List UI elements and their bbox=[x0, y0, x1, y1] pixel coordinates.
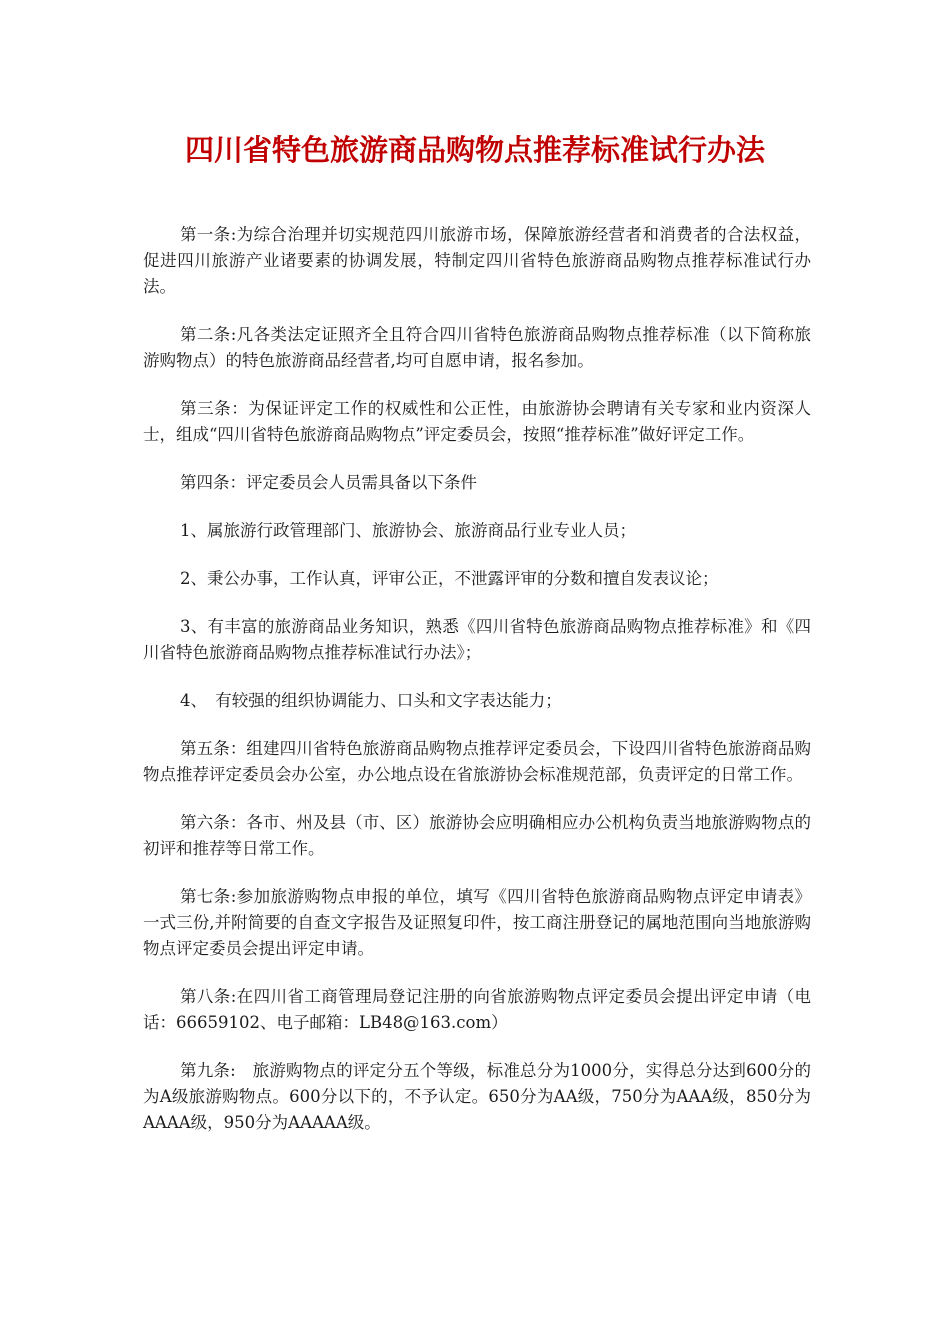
article-2: 第二条:凡各类法定证照齐全且符合四川省特色旅游商品购物点推荐标准（以下简称旅游购物点）的特色旅游商品经营者,均可自愿申请，报名参加。 bbox=[143, 325, 811, 370]
article-6: 第六条：各市、州及县（市、区）旅游协会应明确相应办公机构负责当地旅游购物点的初评和推荐等日常工作。 bbox=[143, 813, 811, 858]
article-8: 第八条:在四川省工商管理局登记注册的向省旅游购物点评定委员会提出评定申请（电话：66659102、电子邮箱：LB48@163.com） bbox=[143, 987, 811, 1032]
article-5: 第五条：组建四川省特色旅游商品购物点推荐评定委员会，下设四川省特色旅游商品购物点推荐评定委员会办公室，办公地点设在省旅游协会标准规范部，负责评定的日常工作。 bbox=[143, 739, 811, 784]
condition-3: 3、有丰富的旅游商品业务知识，熟悉《四川省特色旅游商品购物点推荐标准》和《四川省特色旅游商品购物点推荐标准试行办法》； bbox=[143, 617, 811, 662]
article-3: 第三条：为保证评定工作的权威性和公正性，由旅游协会聘请有关专家和业内资深人士，组成“四川省特色旅游商品购物点”评定委员会，按照“推荐标准”做好评定工作。 bbox=[143, 399, 811, 444]
condition-4: 4、 有较强的组织协调能力、口头和文字表达能力； bbox=[180, 691, 562, 710]
article-9: 第九条: 旅游购物点的评定分五个等级，标准总分为1000分，实得总分达到600分的为A级旅游购物点。600分以下的，不予认定。650分为AA级，750分为AAA级，850分为AAAA级，950分为AAAAA级。 bbox=[143, 1061, 811, 1132]
document-body bbox=[143, 222, 811, 1158]
condition-2: 2、秉公办事，工作认真，评审公正，不泄露评审的分数和擅自发表议论； bbox=[180, 569, 719, 588]
article-7: 第七条:参加旅游购物点申报的单位，填写《四川省特色旅游商品购物点评定申请表》一式三份,并附简要的自查文字报告及证照复印件，按工商注册登记的属地范围向当地旅游购物点评定委员会提出评定申请。 bbox=[143, 887, 811, 958]
condition-1: 1、属旅游行政管理部门、旅游协会、旅游商品行业专业人员； bbox=[180, 521, 636, 540]
article-1: 第一条:为综合治理并切实规范四川旅游市场，保障旅游经营者和消费者的合法权益，促进四川旅游产业诸要素的协调发展，特制定四川省特色旅游商品购物点推荐标准试行办法。 bbox=[143, 225, 811, 296]
document-title: 四川省特色旅游商品购物点推荐标准试行办法 bbox=[184, 133, 765, 167]
article-4: 第四条：评定委员会人员需具备以下条件 bbox=[180, 473, 477, 492]
